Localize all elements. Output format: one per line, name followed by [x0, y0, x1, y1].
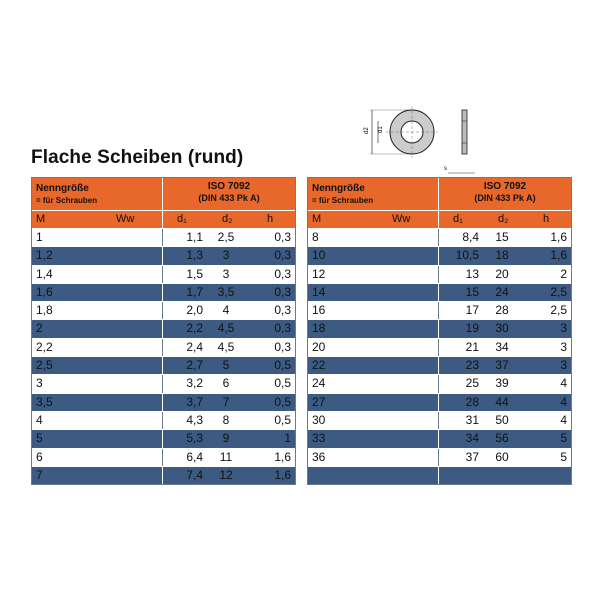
page-title: Flache Scheiben (rund) [31, 147, 244, 168]
cell-h: 4 [560, 394, 567, 409]
table-row [308, 448, 571, 466]
cell-h: 0,3 [274, 248, 291, 263]
cell-m: 1 [36, 230, 43, 244]
table-row [32, 246, 295, 264]
cell-m: 14 [312, 284, 326, 299]
header-iso: ISO 7092 [207, 181, 251, 192]
table-row [32, 356, 295, 374]
cell-d1: 17 [465, 303, 479, 318]
cell-d2: 18 [495, 248, 509, 263]
cell-h: 5 [560, 449, 567, 464]
col-header-m: M [36, 213, 46, 225]
cell-d2: 4 [222, 303, 230, 318]
cell-d2: 3 [222, 266, 230, 281]
header-fuer-schrauben: = für Schrauben [312, 196, 374, 205]
table-row [32, 411, 295, 429]
cell-d2: 37 [495, 358, 509, 373]
col-header-ww: Ww [116, 213, 135, 225]
cell-m: 4 [36, 412, 43, 427]
col-header-d2: d₂ [498, 213, 509, 225]
table-row [308, 338, 571, 356]
cell-d1: 28 [465, 394, 479, 409]
cell-d1: 5,3 [186, 431, 203, 446]
table-row [32, 265, 295, 283]
table-header [32, 178, 295, 228]
header-nenngroesse: Nenngröße [36, 183, 89, 194]
cell-d1: 15 [465, 284, 479, 299]
cell-m: 33 [312, 431, 326, 446]
cell-h: 1 [284, 431, 291, 446]
cell-d1: 8,4 [462, 230, 479, 244]
cell-d2: 3,5 [217, 284, 235, 299]
col-header-d1: d₁ [177, 213, 187, 225]
cell-d2: 6 [222, 376, 230, 391]
cell-d1: 34 [465, 431, 479, 446]
table-row [32, 338, 295, 356]
cell-m: 36 [312, 449, 326, 464]
cell-d2: 9 [222, 431, 230, 446]
table-row [308, 356, 571, 374]
cell-m: 22 [312, 358, 326, 373]
cell-d1: 2,7 [186, 358, 203, 373]
cell-h: 0,5 [274, 358, 291, 373]
cell-d1: 7,4 [186, 467, 203, 482]
cell-m: 8 [312, 230, 319, 244]
cell-m: 1,8 [36, 303, 53, 318]
cell-m: 6 [36, 449, 43, 464]
cell-h: 3 [560, 321, 567, 336]
cell-d1: 21 [465, 339, 479, 354]
cell-d1: 23 [465, 358, 479, 373]
table-row [32, 301, 295, 319]
table-row [308, 228, 571, 246]
cell-h: 0,3 [274, 266, 291, 281]
cell-d2: 44 [495, 394, 509, 409]
header-nenngroesse: Nenngröße [312, 183, 365, 194]
cell-m: 2 [36, 321, 43, 336]
table-row [308, 246, 571, 264]
table-row [308, 301, 571, 319]
cell-h: 4 [560, 376, 567, 391]
cell-h: 1,6 [550, 230, 567, 244]
cell-d2: 30 [495, 321, 509, 336]
washer-diagram [360, 100, 480, 178]
cell-d1: 25 [465, 376, 479, 391]
cell-d2: 24 [495, 284, 509, 299]
table-row [32, 466, 295, 484]
cell-d2: 34 [495, 339, 509, 354]
cell-m: 3 [36, 376, 43, 391]
table-row [32, 429, 295, 447]
cell-h: 0,3 [274, 321, 291, 336]
cell-d2: 15 [495, 230, 509, 244]
cell-m: 18 [312, 321, 326, 336]
table-row [32, 283, 295, 301]
cell-m: 7 [36, 467, 43, 482]
cell-h: 1,6 [274, 467, 291, 482]
table-row [308, 265, 571, 283]
cell-h: 0,5 [274, 412, 291, 427]
cell-m: 2,5 [36, 358, 53, 373]
cell-h: 2,5 [550, 303, 567, 318]
cell-h: 2 [560, 266, 567, 281]
washer-table-right [307, 177, 572, 485]
cell-m: 24 [312, 376, 326, 391]
table-row [308, 319, 571, 337]
col-header-m: M [312, 213, 322, 225]
cell-d1: 2,0 [186, 303, 203, 318]
table-row [308, 411, 571, 429]
table-row [308, 393, 571, 411]
cell-d2: 4,5 [217, 321, 235, 336]
s-dimension-label: s [444, 166, 447, 172]
cell-h: 2,5 [550, 284, 567, 299]
table-row [32, 393, 295, 411]
cell-d1: 1,5 [186, 266, 203, 281]
cell-h: 3 [560, 339, 567, 354]
cell-d1: 3,2 [186, 376, 203, 391]
cell-d1: 19 [465, 321, 479, 336]
col-header-d1: d₁ [453, 213, 463, 225]
table-row [308, 283, 571, 301]
cell-d1: 1,1 [186, 230, 203, 244]
cell-h: 0,3 [274, 339, 291, 354]
cell-d2: 2,5 [217, 230, 235, 244]
cell-h: 0,5 [274, 394, 291, 409]
header-din: (DIN 433 Pk A) [474, 193, 536, 203]
cell-d1: 31 [465, 412, 479, 427]
cell-d2: 60 [495, 449, 509, 464]
cell-h: 0,3 [274, 230, 291, 244]
d1-dimension-label: d1 [378, 126, 384, 133]
cell-d1: 13 [465, 266, 479, 281]
table-row [308, 429, 571, 447]
cell-d1: 2,2 [186, 321, 203, 336]
cell-d2: 8 [222, 412, 230, 427]
d2-dimension-label: d2 [364, 127, 370, 134]
cell-m: 5 [36, 431, 43, 446]
table-row [308, 374, 571, 392]
cell-m: 10 [312, 248, 326, 263]
cell-d2: 20 [495, 266, 509, 281]
table-row [32, 374, 295, 392]
cell-m: 1,2 [36, 248, 53, 263]
table-header [308, 178, 571, 228]
cell-m: 3,5 [36, 394, 53, 409]
col-header-h: h [267, 213, 274, 225]
header-din: (DIN 433 Pk A) [198, 193, 260, 203]
cell-d1: 4,3 [186, 412, 203, 427]
cell-d1: 6,4 [186, 449, 203, 464]
cell-m: 27 [312, 394, 326, 409]
cell-m: 1,6 [36, 284, 53, 299]
col-header-ww: Ww [392, 213, 411, 225]
cell-m: 16 [312, 303, 326, 318]
cell-h: 0,5 [274, 376, 291, 391]
cell-m: 2,2 [36, 339, 53, 354]
header-iso: ISO 7092 [483, 181, 527, 192]
cell-d2: 50 [495, 412, 509, 427]
cell-m: 1,4 [36, 266, 53, 281]
cell-m: 30 [312, 412, 326, 427]
cell-d1: 1,7 [186, 284, 203, 299]
cell-d2: 4,5 [217, 339, 235, 354]
table-row [32, 228, 295, 246]
table-row [32, 448, 295, 466]
cell-h: 4 [560, 412, 567, 427]
cell-h: 0,3 [274, 303, 291, 318]
cell-d2: 28 [495, 303, 509, 318]
cell-h: 5 [560, 431, 567, 446]
cell-d1: 2,4 [186, 339, 203, 354]
col-header-d2: d₂ [222, 213, 233, 225]
cell-d1: 10,5 [455, 248, 479, 263]
cell-m: 12 [312, 266, 326, 281]
cell-d2: 5 [222, 358, 230, 373]
cell-h: 1,6 [550, 248, 567, 263]
cell-d1: 37 [465, 449, 479, 464]
cell-d2: 3 [222, 248, 230, 263]
cell-d2: 7 [222, 394, 230, 409]
table-row [32, 319, 295, 337]
cell-d2: 56 [495, 431, 509, 446]
cell-d2: 11 [219, 449, 233, 464]
cell-d1: 1,3 [186, 248, 203, 263]
cell-h: 1,6 [274, 449, 291, 464]
col-header-h: h [543, 213, 550, 225]
header-fuer-schrauben: = für Schrauben [36, 196, 98, 205]
cell-d2: 39 [495, 376, 509, 391]
cell-d2: 12 [219, 467, 233, 482]
cell-h: 0,3 [274, 284, 291, 299]
washer-table-left [31, 177, 296, 485]
cell-h: 3 [560, 358, 567, 373]
cell-d1: 3,7 [186, 394, 203, 409]
table-row [308, 466, 571, 484]
cell-m: 20 [312, 339, 326, 354]
